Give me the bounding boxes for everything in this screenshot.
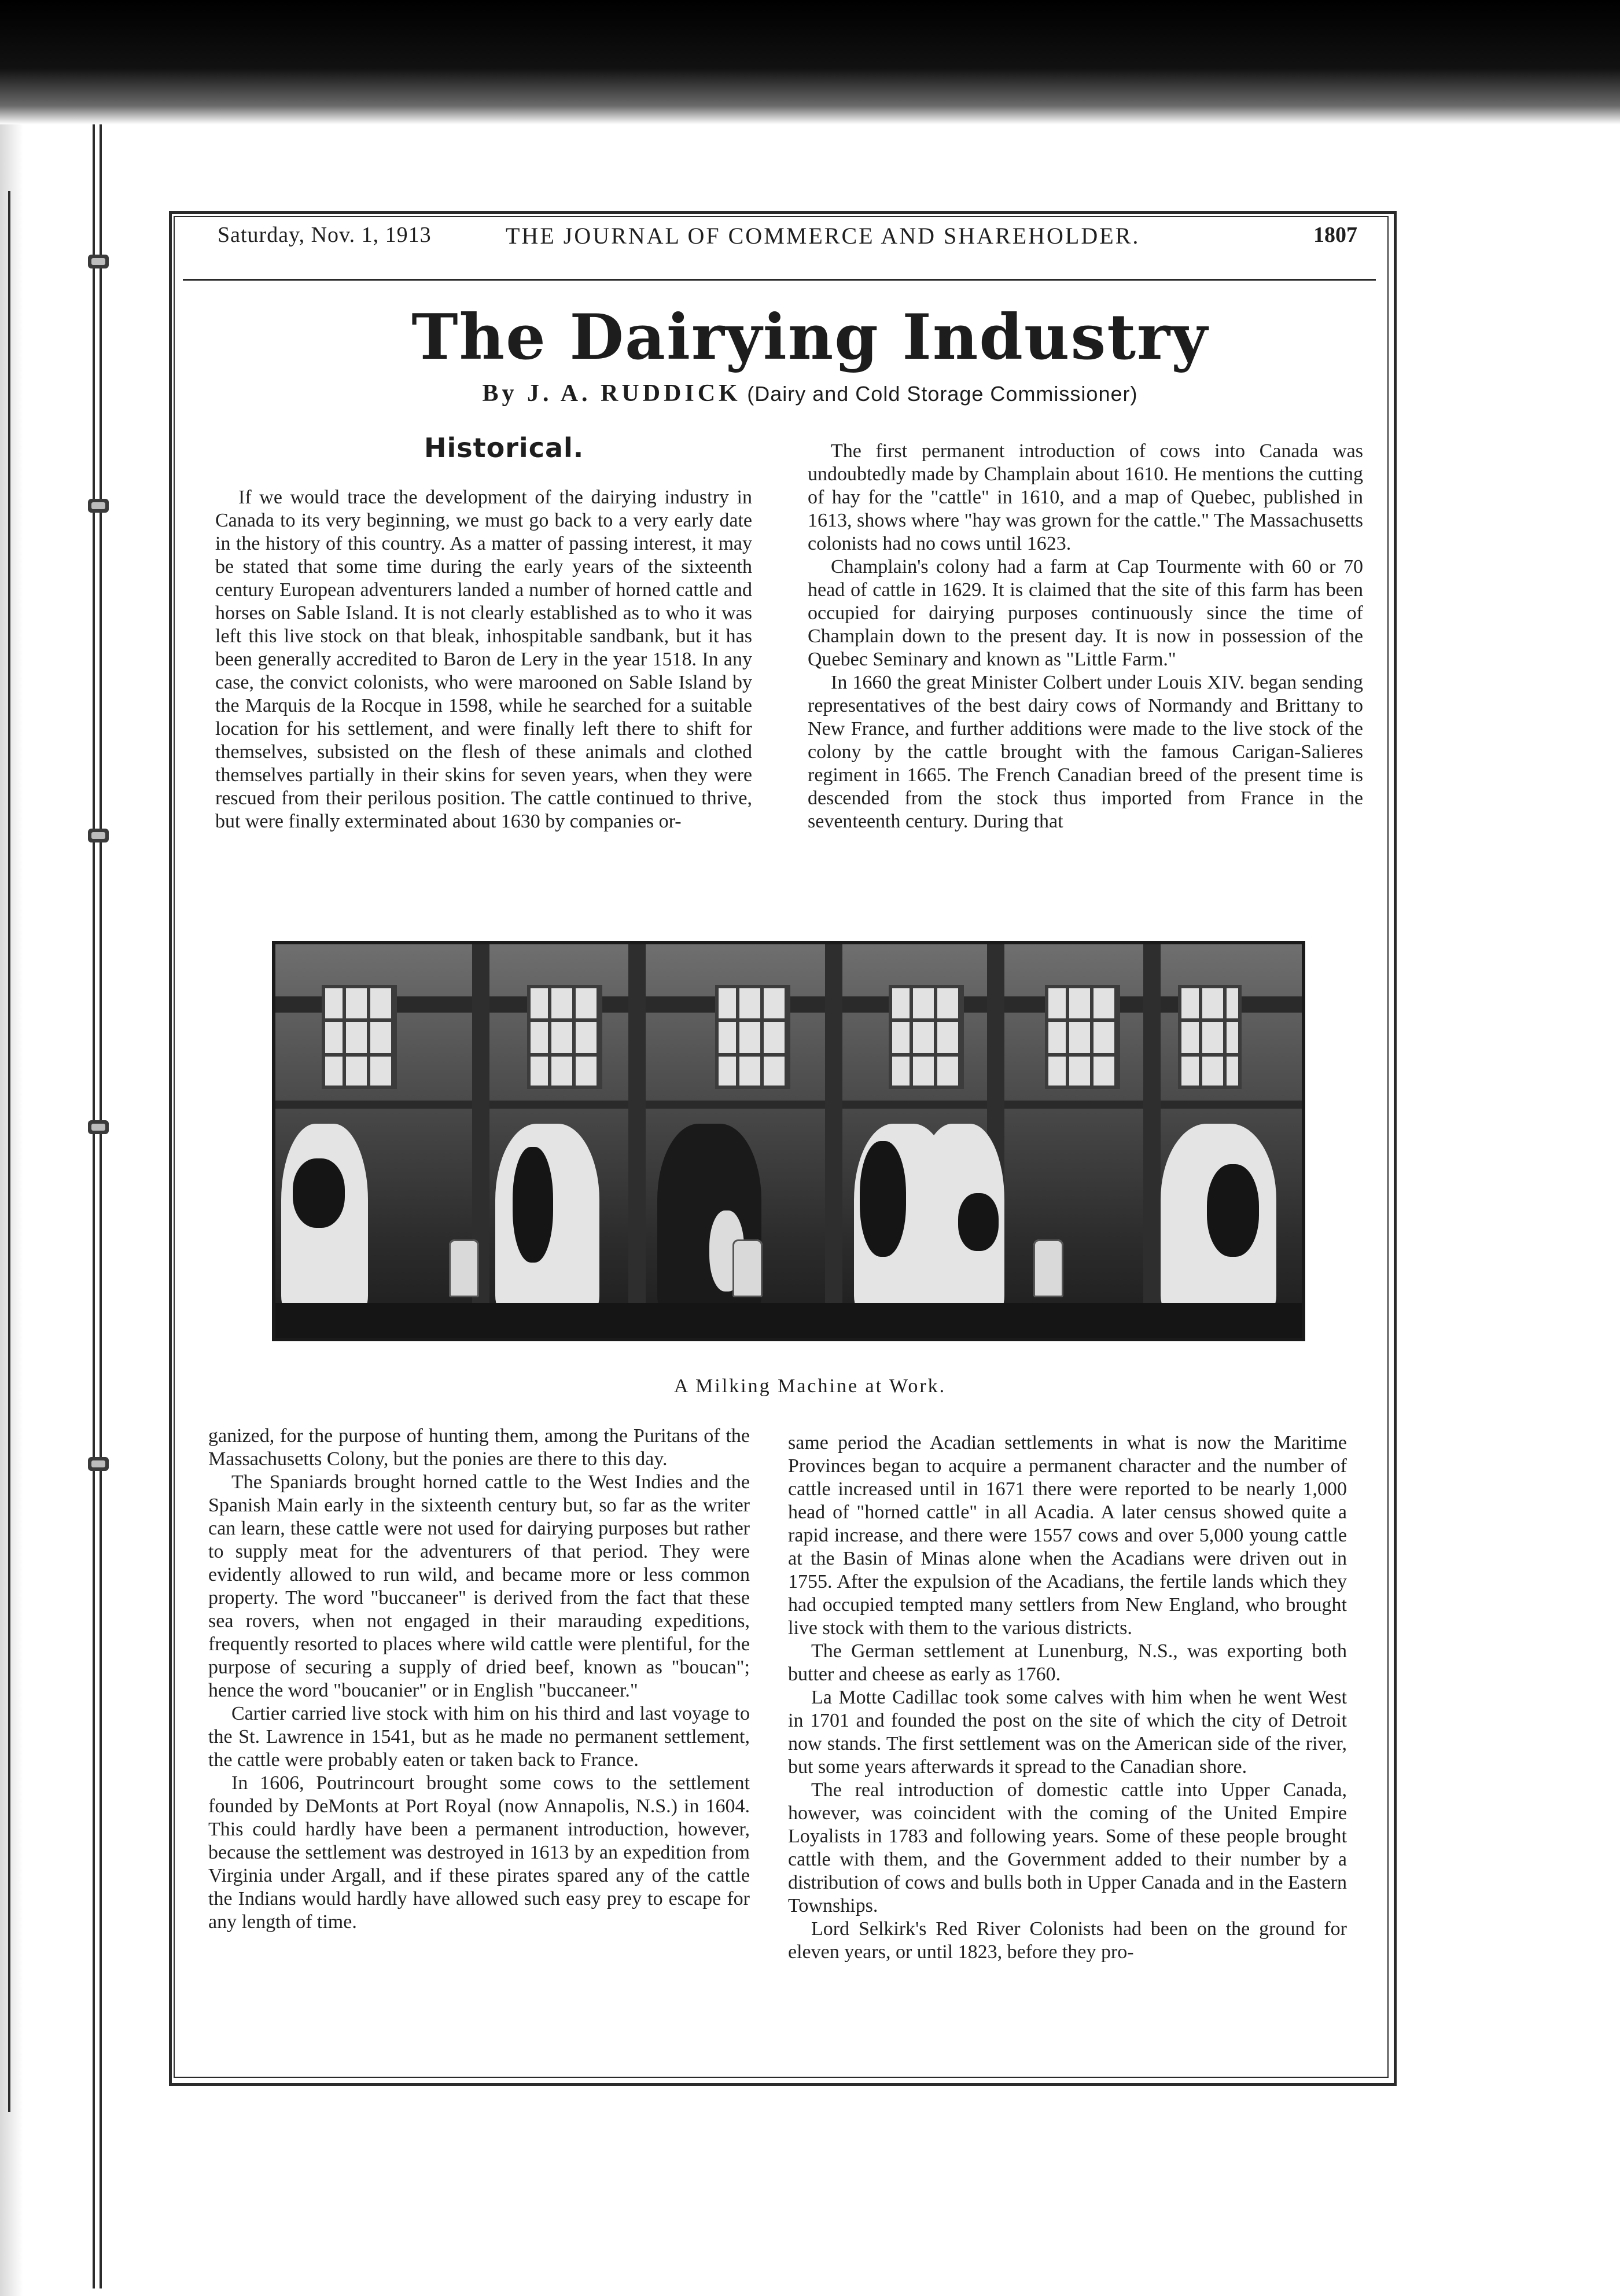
barn-window <box>715 985 790 1089</box>
paragraph: La Motte Cadillac took some calves with him when he went West in 1701 and founded the post on the site of which the city of Detroit now stands. The first settlement was on the American side of the river, but some years afterwards it spread to the Canadian shore. <box>788 1687 1347 1778</box>
column-4 <box>788 1432 1347 2056</box>
cow-spot <box>293 1158 345 1228</box>
byline <box>0 380 1620 407</box>
milking-machine-photo <box>272 941 1305 1341</box>
stall-post <box>1143 944 1161 1338</box>
cow <box>281 1124 368 1315</box>
barn-window <box>889 985 964 1089</box>
column-3 <box>208 1425 750 2050</box>
author-affiliation: (Dairy and Cold Storage Commissioner) <box>747 382 1138 406</box>
cow-spot <box>513 1147 553 1263</box>
paragraph: Lord Selkirk's Red River Colonists had been on the ground for eleven years, or until 1823, before they pro- <box>788 1918 1347 1963</box>
cow-spot <box>1207 1164 1259 1257</box>
scanner-shadow-band <box>0 0 1620 124</box>
barn-window <box>1045 985 1120 1089</box>
paragraph: same period the Acadian settlements in what is now the Maritime Provinces began to acquire a permanent character and the number of cattle increased until in 1671 there were reported to be nearly 1,000 head of "horned cattle" in all Acadia. A later census showed quite a rapid increase, and there were 1557 cows and over 5,000 young cattle at the Basin of Minas alone when the Acadians were driven out in 1755. After the expulsion of the Acadians, the fertile lands which they had occupied tempted many settlers from New England, who brought live stock with them to the various districts. <box>788 1432 1347 1639</box>
cow <box>495 1124 599 1315</box>
page-number: 1807 <box>1313 223 1357 247</box>
barn-window <box>322 985 397 1089</box>
binding-stitch <box>88 829 109 842</box>
paragraph: ganized, for the purpose of hunting them, among the Puritans of the Massachusetts Colony, but the ponies are there to this day. <box>208 1425 750 1470</box>
header-rule <box>183 279 1376 281</box>
paragraph: The real introduction of domestic cattle into Upper Canada, however, was coincident with the coming of the United Empire Loyalists in 1783 and following years. Some of these people brought cattle with them, and the Government added to their number by a distribution of cows and bulls both in Upper Canada and in the Eastern Townships. <box>788 1779 1347 1916</box>
paragraph: The first permanent introduction of cows into Canada was undoubtedly made by Champlain about 1610. He mentions the cutting of hay for the "cattle" in 1610, and a map of Quebec, published in 1613, shows where "hay was grown for the cattle." The Massachusetts colonists had no cows until 1623. <box>808 440 1363 554</box>
cow <box>918 1124 1004 1315</box>
binding-stitch <box>88 1457 109 1471</box>
issue-date: Saturday, Nov. 1, 1913 <box>218 223 432 247</box>
binding-stitch <box>88 255 109 268</box>
journal-name: THE JOURNAL OF COMMERCE AND SHAREHOLDER. <box>506 223 1140 249</box>
cow <box>1161 1124 1276 1315</box>
binding-stitch <box>88 1120 109 1134</box>
cow-spot <box>958 1193 999 1251</box>
barn-window <box>1178 985 1242 1089</box>
stall-post <box>825 944 842 1338</box>
barn-window <box>527 985 602 1089</box>
spine-thread <box>100 124 102 2288</box>
paragraph: If we would trace the development of the dairying industry in Canada to its very beginning, we must go back to a very early date in the history of this country. As a matter of passing interest, it may be stated that some time during the early years of the sixteenth century European adventurers landed a number of horned cattle and horses on Sable Island. It is not clearly established as to who it was left this live stock on that bleak, inhospitable sandbank, but it has been generally accredited to Baron de Lery in the year 1518. In any case, the convict colonists, who were marooned on Sable Island by the Marquis de la Rocque in 1598, while he searched for a suitable location for his settlement, and were finally left there to shift for themselves, subsisted on the flesh of these animals and clothed themselves partially in their skins for seven years, when they were rescued from their perilous position. The cattle continued to thrive, but were finally exterminated about 1630 by companies or- <box>215 487 752 832</box>
milk-can <box>1033 1239 1063 1297</box>
paragraph: In 1606, Poutrincourt brought some cows to the settlement founded by DeMonts at Port Royal (now Annapolis, N.S.) in 1604. This could hardly have been a permanent introduction, however, because the settlement was destroyed in 1613 by an expedition from Virginia under Argall, and if these pirates spared any of the cattle the Indians would hardly have allowed such easy prey to escape for any length of time. <box>208 1772 750 1933</box>
paragraph: The German settlement at Lunenburg, N.S., was exporting both butter and cheese as early as 1760. <box>788 1640 1347 1685</box>
cow-spot <box>860 1141 906 1257</box>
paragraph: In 1660 the great Minister Colbert under Louis XIV. began sending representatives of the best dairy cows of Normandy and Brittany to New France, and further additions were made to the live stock of the colony by the cattle brought with the famous Carigan-Salieres regiment in 1665. The French Canadian breed of the present time is descended from the stock thus imported from France in the seventeenth century. During that <box>808 672 1363 832</box>
facing-page-edge <box>0 191 10 2112</box>
spine-thread <box>93 124 95 2288</box>
photo-caption: A Milking Machine at Work. <box>673 1375 947 1397</box>
binding-stitch <box>88 499 109 513</box>
paragraph: Champlain's colony had a farm at Cap Tourmente with 60 or 70 head of cattle in 1629. It is claimed that the site of this farm has been occupied for dairying purposes continuously since the time of Champlain down to the present day. It is now in possession of the Quebec Seminary and known as "Little Farm." <box>808 556 1363 670</box>
milk-can <box>449 1239 479 1297</box>
barn-floor <box>275 1303 1302 1338</box>
paragraph: The Spaniards brought horned cattle to the West Indies and the Spanish Main early in the sixteenth century but, so far as the writer can learn, these cattle were not used for dairying purposes but rather to supply meat for the adventurers of that period. They were evidently allowed to run wild, and became more or less common property. The word "buccaneer" is derived from the fact that these sea rovers, when not engaged in their marauding expeditions, frequently resorted to places where wild cattle were plentiful, for the purpose of securing a supply of dried beef, known as "boucan"; hence the word "boucanier" or in English "buccaneer." <box>208 1471 750 1701</box>
column-1 <box>215 486 752 937</box>
section-heading: Historical. <box>424 432 584 463</box>
stall-post <box>628 944 646 1338</box>
milk-can <box>732 1239 763 1297</box>
column-2 <box>808 440 1363 914</box>
article-title: The Dairying Industry <box>411 301 1209 374</box>
paragraph: Cartier carried live stock with him on his third and last voyage to the St. Lawrence in 1541, but as he made no permanent settlement, the cattle were probably eaten or taken back to France. <box>208 1703 750 1771</box>
author: By J. A. RUDDICK <box>482 380 741 407</box>
